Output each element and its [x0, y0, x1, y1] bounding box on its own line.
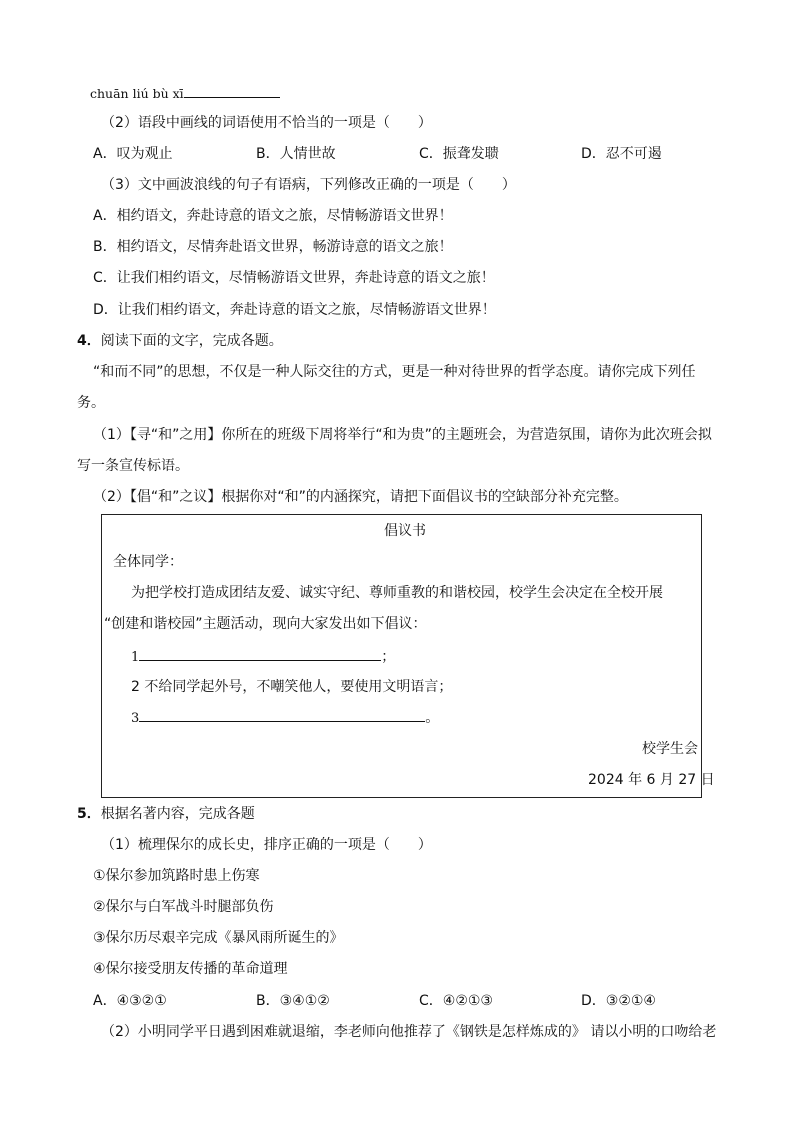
proposal-title: 倡议书 — [384, 523, 426, 539]
q3-sub3-option-b[interactable]: B．相约语文，尽情奔赴语文世界，畅游诗意的语文之旅！ — [93, 239, 453, 255]
proposal-body-line2: “创建和谐校园”主题活动，现向大家发出如下倡议： — [104, 616, 427, 632]
pinyin-prompt: chuān liú bù xī — [90, 84, 280, 103]
q3-sub2-option-c[interactable]: C．振聋发聩 — [419, 146, 499, 162]
q5-option-d[interactable]: D．③②①④ — [581, 993, 656, 1009]
q3-sub3-option-a[interactable]: A．相约语文，奔赴诗意的语文之旅，尽情畅游语文世界！ — [93, 208, 453, 224]
q4-sub1-line2: 写一条宣传标语。 — [77, 458, 189, 474]
q3-sub2-stem: （2）语段中画线的词语使用不恰当的一项是（ ） — [101, 115, 432, 131]
q5-heading — [77, 805, 255, 823]
q5-sub2-line: （2）小明同学平日遇到困难就退缩，李老师向他推荐了《钢铁是怎样炼成的》 请以小明的口吻给老 — [101, 1024, 717, 1040]
q4-sub2-stem: （2）【倡“和”之议】根据你对“和”的内涵探究，请把下面倡议书的空缺部分补充完整。 — [93, 489, 628, 505]
proposal-date: 2024 年 6 月 27 日 — [588, 772, 715, 788]
q5-option-b[interactable]: B．③④①② — [256, 993, 330, 1009]
q3-sub3-option-d[interactable]: D．让我们相约语文，奔赴诗意的语文之旅，尽情畅游语文世界！ — [93, 302, 496, 318]
proposal-signature: 校学生会 — [642, 741, 698, 757]
proposal-item3-blank[interactable] — [139, 709, 425, 722]
q5-number: 5． — [77, 806, 101, 822]
q4-number: 4． — [77, 333, 101, 349]
proposal-item1-blank[interactable] — [139, 648, 381, 661]
q5-option-a[interactable]: A．④③②① — [93, 993, 167, 1009]
q5-event-2: ②保尔与白军战斗时腿部负伤 — [93, 899, 274, 915]
q3-sub2-option-d[interactable]: D．忍不可遏 — [581, 146, 662, 162]
q5-sub1-stem: （1）梳理保尔的成长史，排序正确的一项是（ ） — [101, 837, 432, 853]
q5-title: 根据名著内容，完成各题 — [100, 806, 255, 822]
q4-heading — [77, 332, 283, 350]
q3-sub2-option-b[interactable]: B．人情世故 — [256, 146, 336, 162]
q5-option-c[interactable]: C．④②①③ — [419, 993, 493, 1009]
proposal-item2: 2 不给同学起外号，不嘲笑他人，要使用文明语言； — [131, 679, 453, 695]
q4-title: 阅读下面的文字，完成各题。 — [100, 333, 283, 349]
q3-sub3-option-c[interactable]: C．让我们相约语文，尽情畅游语文世界，奔赴诗意的语文之旅！ — [93, 270, 495, 286]
proposal-greeting: 全体同学： — [113, 554, 183, 570]
q3-sub2-option-a[interactable]: A．叹为观止 — [93, 146, 173, 162]
q4-intro-line1: “和而不同”的思想，不仅是一种人际交往的方式，更是一种对待世界的哲学态度。请你完成下列任 — [93, 364, 696, 380]
q4-intro-line2: 务。 — [77, 395, 105, 411]
q3-sub3-stem: （3）文中画波浪线的句子有语病，下列修改正确的一项是（ ） — [101, 177, 516, 193]
proposal-item1: 1 ； — [131, 649, 396, 665]
answer-blank[interactable] — [184, 84, 280, 98]
q5-event-4: ④保尔接受朋友传播的革命道理 — [93, 961, 288, 977]
q4-sub1-line1: （1）【寻“和”之用】你所在的班级下周将举行“和为贵”的主题班会，为营造氛围，请你为此次班会拟 — [93, 427, 712, 443]
proposal-item3: 3 。 — [131, 710, 440, 726]
proposal-body-line1: 为把学校打造成团结友爱、诚实守纪、尊师重教的和谐校园，校学生会决定在全校开展 — [131, 585, 663, 601]
q5-event-3: ③保尔历尽艰辛完成《暴风雨所诞生的》 — [93, 930, 344, 946]
q5-event-1: ①保尔参加筑路时患上伤寒 — [93, 868, 260, 884]
